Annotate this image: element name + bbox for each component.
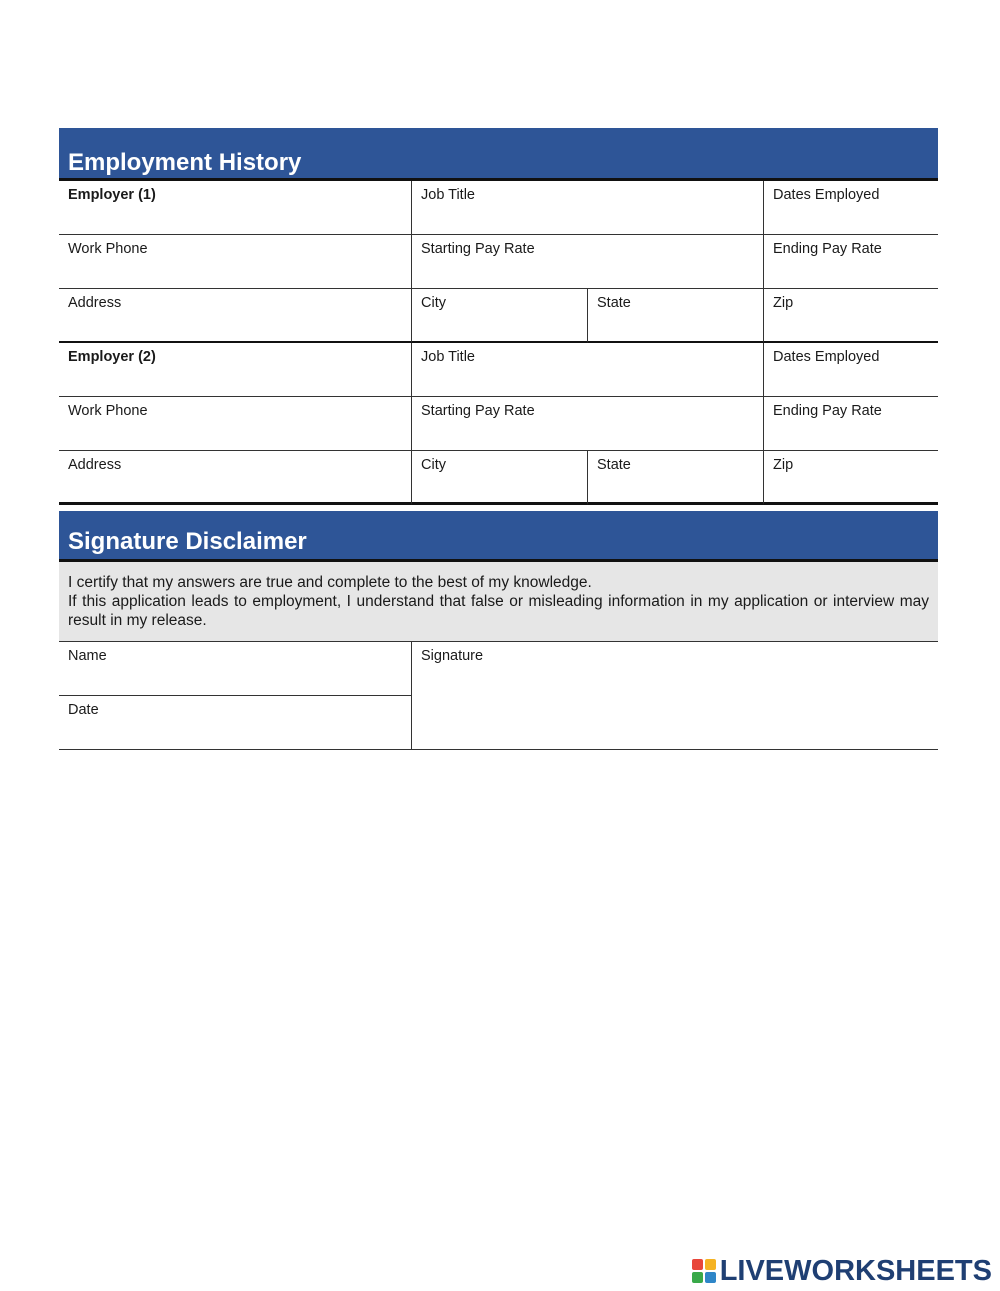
dates-employed-1-field[interactable]: Dates Employed — [763, 181, 938, 235]
address-2-field[interactable]: Address — [59, 451, 411, 505]
city-2-field[interactable]: City — [411, 451, 587, 505]
employment-history-heading: Employment History — [59, 128, 938, 181]
date-field[interactable]: Date — [59, 696, 411, 750]
job-title-1-field[interactable]: Job Title — [411, 181, 763, 235]
signature-block — [59, 642, 938, 750]
state-2-field[interactable]: State — [587, 451, 763, 505]
ending-pay-2-field[interactable]: Ending Pay Rate — [763, 397, 938, 451]
starting-pay-2-field[interactable]: Starting Pay Rate — [411, 397, 763, 451]
job-title-2-field[interactable]: Job Title — [411, 343, 763, 397]
logo-block-red — [692, 1259, 703, 1270]
logo-wordmark: LIVEWORKSHEETS — [719, 1254, 992, 1287]
dates-employed-2-field[interactable]: Dates Employed — [763, 343, 938, 397]
employer-1-block — [59, 181, 938, 343]
state-1-field[interactable]: State — [587, 289, 763, 343]
logo-block-yellow — [705, 1259, 716, 1270]
address-1-field[interactable]: Address — [59, 289, 411, 343]
disclaimer-line-2: If this application leads to employment, I understand that false or misleading information in my application or interview may result in my release. — [68, 593, 929, 629]
zip-2-field[interactable]: Zip — [763, 451, 938, 505]
employer-2-field[interactable]: Employer (2) — [59, 343, 411, 397]
city-1-field[interactable]: City — [411, 289, 587, 343]
logo-block-green — [692, 1272, 703, 1283]
signature-field[interactable]: Signature — [411, 642, 938, 750]
logo-block-blue — [705, 1272, 716, 1283]
work-phone-2-field[interactable]: Work Phone — [59, 397, 411, 451]
work-phone-1-field[interactable]: Work Phone — [59, 235, 411, 289]
signature-left-column — [59, 642, 411, 750]
name-field[interactable]: Name — [59, 642, 411, 696]
employer-1-field[interactable]: Employer (1) — [59, 181, 411, 235]
logo-blocks-icon — [692, 1259, 716, 1283]
ending-pay-1-field[interactable]: Ending Pay Rate — [763, 235, 938, 289]
signature-disclaimer-heading: Signature Disclaimer — [59, 511, 938, 562]
zip-1-field[interactable]: Zip — [763, 289, 938, 343]
employer-2-block — [59, 343, 938, 505]
starting-pay-1-field[interactable]: Starting Pay Rate — [411, 235, 763, 289]
disclaimer-line-1: I certify that my answers are true and complete to the best of my knowledge. — [68, 574, 592, 591]
liveworksheets-logo — [692, 1256, 992, 1286]
disclaimer-text — [59, 562, 938, 642]
application-form — [59, 128, 938, 750]
